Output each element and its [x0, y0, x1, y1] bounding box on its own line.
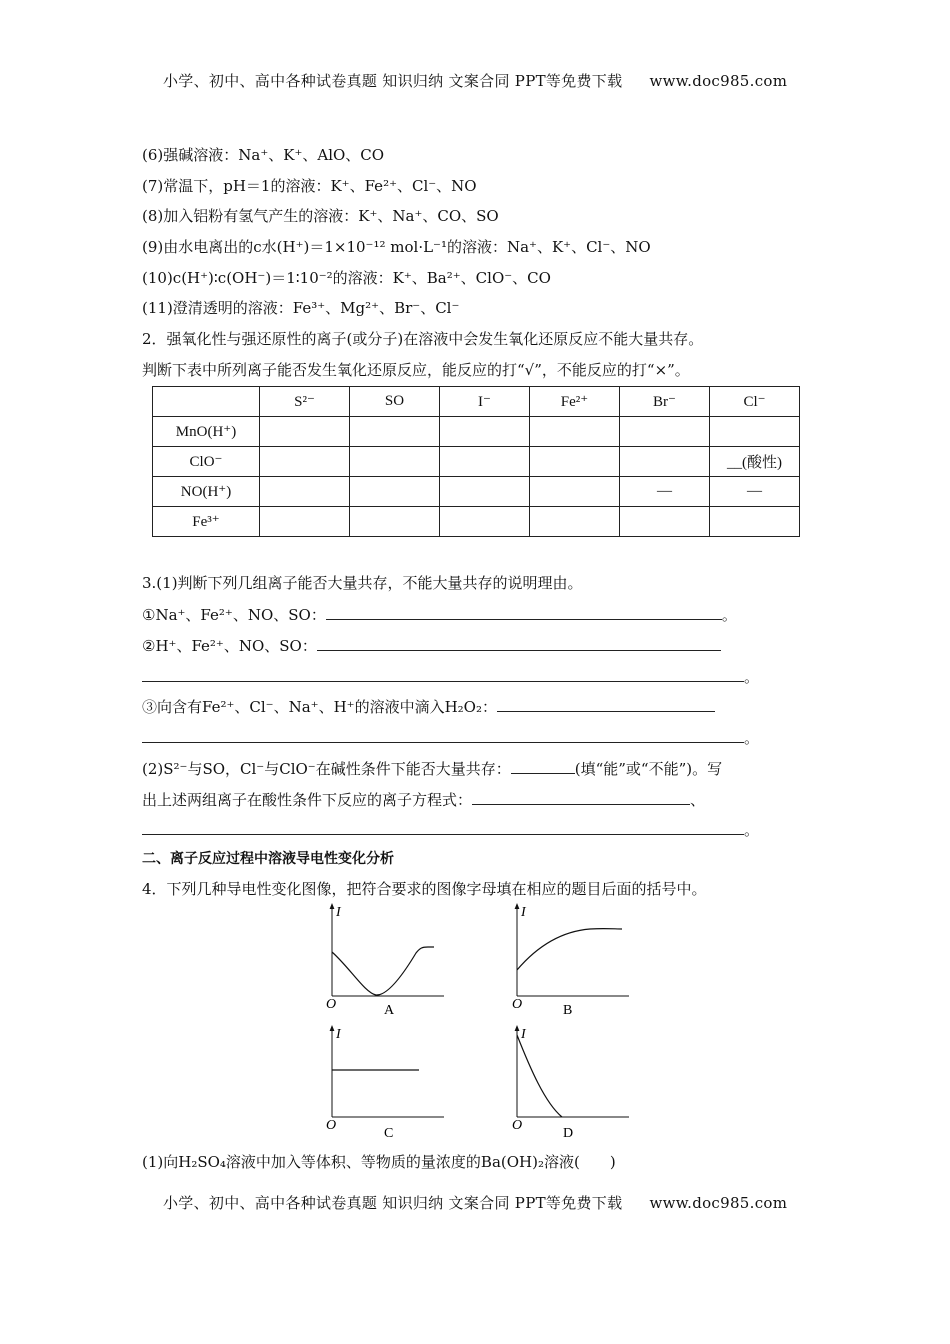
item-9: (9)由水电离出的c水(H⁺)＝1×10⁻¹² mol·L⁻¹的溶液：Na⁺、K⁺、Cl⁻、NO — [142, 238, 651, 256]
answer-blank[interactable] — [326, 603, 722, 620]
period: 。 — [744, 668, 760, 686]
graph-d-curve — [517, 1035, 562, 1117]
question-2-intro: 2．强氧化性与强还原性的离子(或分子)在溶液中会发生氧化还原反应不能大量共存。 — [142, 330, 704, 348]
table-cell[interactable] — [350, 417, 440, 447]
question-3-part-2-equations-text: 出上述两组离子在酸性条件下反应的离子方程式： — [142, 791, 473, 809]
table-cell[interactable] — [260, 447, 350, 477]
row-header: ClO⁻ — [153, 447, 260, 477]
table-row — [153, 477, 800, 507]
table-cell[interactable] — [710, 507, 800, 537]
graph-d-y-label: I — [521, 1027, 526, 1042]
table-cell[interactable] — [260, 477, 350, 507]
table-corner — [153, 387, 260, 417]
page-header — [163, 70, 787, 91]
answer-blank[interactable] — [511, 757, 575, 774]
row-header: Fe³⁺ — [153, 507, 260, 537]
header-text: 小学、初中、高中各种试卷真题 知识归纳 文案合同 PPT等免费下载 — [163, 72, 623, 90]
question-3-intro: 3.(1)判断下列几组离子能否大量共存，不能大量共存的说明理由。 — [142, 574, 583, 592]
graph-a-origin: O — [326, 997, 337, 1012]
answer-blank[interactable] — [317, 634, 721, 651]
question-3-item-1 — [142, 603, 737, 625]
item-11: (11)澄清透明的溶液：Fe³⁺、Mg²⁺、Br⁻、Cl⁻ — [142, 299, 460, 317]
header-site: www.doc985.com — [649, 72, 788, 90]
col-header: Fe²⁺ — [530, 387, 620, 417]
question-3-part-2-equations — [142, 788, 705, 810]
question-3-part-2-hint: (填“能”或“不能”)。写 — [574, 760, 723, 778]
period: 。 — [744, 821, 760, 839]
question-3-part-2 — [142, 757, 722, 779]
answer-blank[interactable] — [497, 695, 715, 712]
table-row — [153, 417, 800, 447]
period: 。 — [721, 606, 737, 624]
table-cell[interactable] — [440, 447, 530, 477]
item-10: (10)c(H⁺)∶c(OH⁻)＝1∶10⁻²的溶液：K⁺、Ba²⁺、ClO⁻、CO — [142, 269, 551, 287]
answer-blank[interactable] — [142, 665, 744, 682]
question-3-item-2 — [142, 634, 721, 656]
table-cell[interactable] — [440, 507, 530, 537]
row-header: MnO(H⁺) — [153, 417, 260, 447]
graph-c — [326, 1027, 444, 1141]
graph-b-curve — [517, 929, 622, 970]
answer-blank[interactable] — [142, 726, 744, 743]
table-cell[interactable] — [530, 447, 620, 477]
footer-site: www.doc985.com — [649, 1194, 788, 1212]
table-cell[interactable] — [440, 417, 530, 447]
question-3-item-2-text: ②H⁺、Fe²⁺、NO、SO： — [142, 637, 317, 655]
footer-text: 小学、初中、高中各种试卷真题 知识归纳 文案合同 PPT等免费下载 — [163, 1194, 623, 1212]
item-6: (6)强碱溶液：Na⁺、K⁺、AlO、CO — [142, 146, 385, 164]
table-cell[interactable] — [620, 447, 710, 477]
graph-c-origin: O — [326, 1118, 337, 1133]
question-4-intro: 4．下列几种导电性变化图像，把符合要求的图像字母填在相应的题目后面的括号中。 — [142, 880, 707, 898]
table-cell[interactable] — [260, 507, 350, 537]
graph-c-label: C — [384, 1126, 394, 1141]
graph-d — [512, 1027, 629, 1141]
table-cell[interactable] — [710, 417, 800, 447]
page-footer — [163, 1192, 787, 1213]
table-header-row — [153, 387, 800, 417]
table-cell[interactable] — [440, 477, 530, 507]
table-cell[interactable]: __(酸性) — [710, 447, 800, 477]
table-cell[interactable] — [530, 417, 620, 447]
period: 。 — [744, 729, 760, 747]
graph-a-label: A — [384, 1003, 395, 1018]
graph-b-y-label: I — [521, 905, 526, 920]
table-cell[interactable] — [350, 447, 440, 477]
table-cell[interactable] — [530, 507, 620, 537]
item-8: (8)加入铝粉有氢气产生的溶液：K⁺、Na⁺、CO、SO — [142, 207, 499, 225]
table-cell[interactable] — [620, 507, 710, 537]
question-3-item-3 — [142, 695, 715, 717]
table-row — [153, 507, 800, 537]
graph-d-origin: O — [512, 1118, 523, 1133]
graph-d-label: D — [563, 1126, 574, 1141]
graph-a-curve — [332, 947, 434, 995]
graph-b-label: B — [563, 1003, 573, 1018]
graph-a-y-label: I — [336, 905, 341, 920]
table-cell[interactable] — [530, 477, 620, 507]
comma: 、 — [690, 791, 706, 809]
table-cell[interactable] — [620, 417, 710, 447]
table-cell[interactable] — [350, 477, 440, 507]
graph-b — [512, 905, 629, 1018]
table-row — [153, 447, 800, 477]
col-header: I⁻ — [440, 387, 530, 417]
col-header: S²⁻ — [260, 387, 350, 417]
question-3-part-2-equations-cont — [142, 818, 759, 840]
table-cell: — — [710, 477, 800, 507]
answer-blank[interactable] — [142, 818, 744, 835]
item-7: (7)常温下，pH＝1的溶液：K⁺、Fe²⁺、Cl⁻、NO — [142, 177, 477, 195]
row-header: NO(H⁺) — [153, 477, 260, 507]
table-cell[interactable] — [350, 507, 440, 537]
redox-table — [152, 386, 800, 537]
question-3-part-2-text: (2)S²⁻与SO，Cl⁻与ClO⁻在碱性条件下能否大量共存： — [142, 760, 511, 778]
question-3-item-3-text: ③向含有Fe²⁺、Cl⁻、Na⁺、H⁺的溶液中滴入H₂O₂： — [142, 698, 497, 716]
col-header: Br⁻ — [620, 387, 710, 417]
question-2-instruction: 判断下表中所列离子能否发生氧化还原反应，能反应的打“√”，不能反应的打“×”。 — [142, 361, 690, 379]
graph-c-y-label: I — [336, 1027, 341, 1042]
col-header: SO — [350, 387, 440, 417]
graph-a — [326, 905, 444, 1018]
table-cell[interactable] — [260, 417, 350, 447]
graph-b-origin: O — [512, 997, 523, 1012]
question-3-item-1-text: ①Na⁺、Fe²⁺、NO、SO： — [142, 606, 326, 624]
question-3-item-3-cont — [142, 726, 759, 748]
table-cell: — — [620, 477, 710, 507]
section-heading: 二、离子反应过程中溶液导电性变化分析 — [142, 851, 394, 867]
answer-blank[interactable] — [472, 788, 690, 805]
col-header: Cl⁻ — [710, 387, 800, 417]
question-3-item-2-cont — [142, 665, 759, 687]
question-4-item-1: (1)向H₂SO₄溶液中加入等体积、等物质的量浓度的Ba(OH)₂溶液( ) — [142, 1153, 616, 1171]
conductivity-graphs — [310, 898, 650, 1146]
